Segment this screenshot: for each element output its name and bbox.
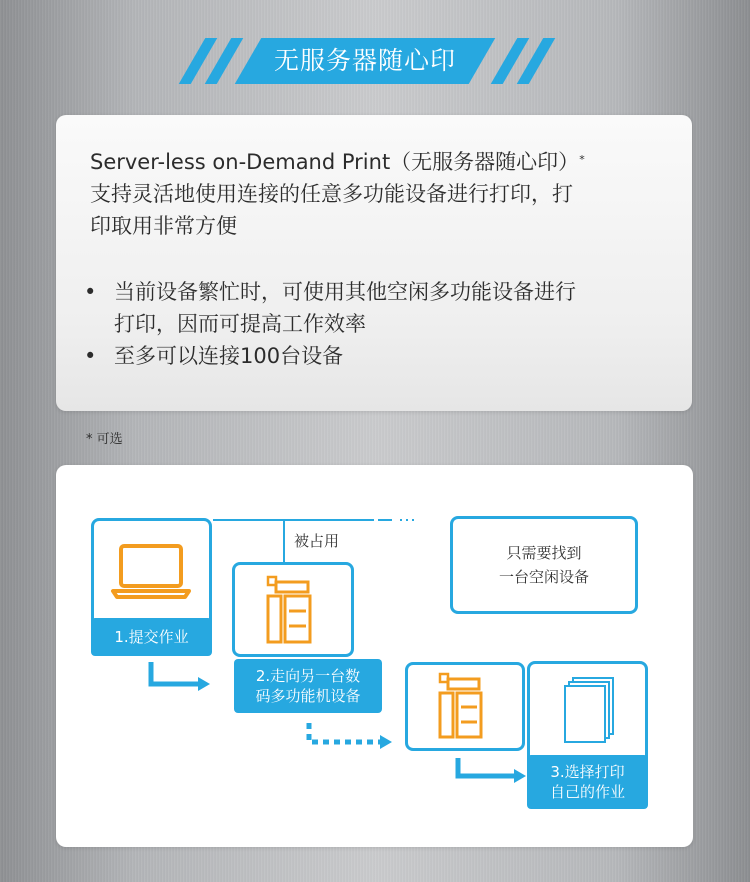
printer-icon	[235, 565, 351, 654]
list-item-text: 打印，因而可提高工作效率	[114, 312, 366, 336]
step1-text: 1.提交作业	[114, 628, 189, 646]
step3-text: 3.选择打印	[550, 763, 625, 781]
bullet-dot: •	[84, 280, 97, 304]
step3-text: 自己的作业	[549, 783, 625, 801]
busy-printer-box	[232, 562, 354, 657]
step2-label	[234, 659, 382, 713]
step2-text: 2.走向另一台数	[255, 667, 361, 685]
intro-line: 印取用非常方便	[90, 214, 237, 238]
documents-icon	[530, 664, 645, 764]
page-title: 无服务器随心印	[273, 46, 456, 75]
free-printer-box	[405, 662, 525, 751]
step1-label	[91, 618, 212, 656]
feature-intro	[90, 146, 670, 242]
title-banner	[180, 38, 550, 84]
intro-line	[90, 146, 670, 178]
note-text: 只需要找到	[506, 544, 582, 562]
list-item	[84, 276, 674, 340]
step2-text: 码多功能机设备	[255, 687, 361, 705]
note-text: 一台空闲设备	[498, 568, 589, 586]
list-item-text: 当前设备繁忙时，可使用其他空闲多功能设备进行	[114, 280, 576, 304]
intro-product-name: Server-less on-Demand Print（无服务器随心印）	[90, 150, 580, 174]
intro-line: 支持灵活地使用连接的任意多功能设备进行打印，打	[90, 182, 573, 206]
footnote: * 可选	[86, 432, 123, 447]
step3-label	[527, 755, 648, 809]
feature-card	[56, 115, 692, 411]
printer-icon	[408, 665, 522, 748]
list-item-text: 至多可以连接100台设备	[114, 344, 344, 368]
optional-mark: *	[579, 153, 585, 166]
feature-list	[84, 276, 674, 372]
bullet-dot: •	[84, 344, 97, 368]
list-item	[84, 340, 674, 372]
laptop-icon	[94, 521, 209, 631]
workflow-diagram	[56, 465, 693, 847]
free-device-note	[450, 516, 638, 614]
busy-label: 被占用	[294, 532, 340, 550]
